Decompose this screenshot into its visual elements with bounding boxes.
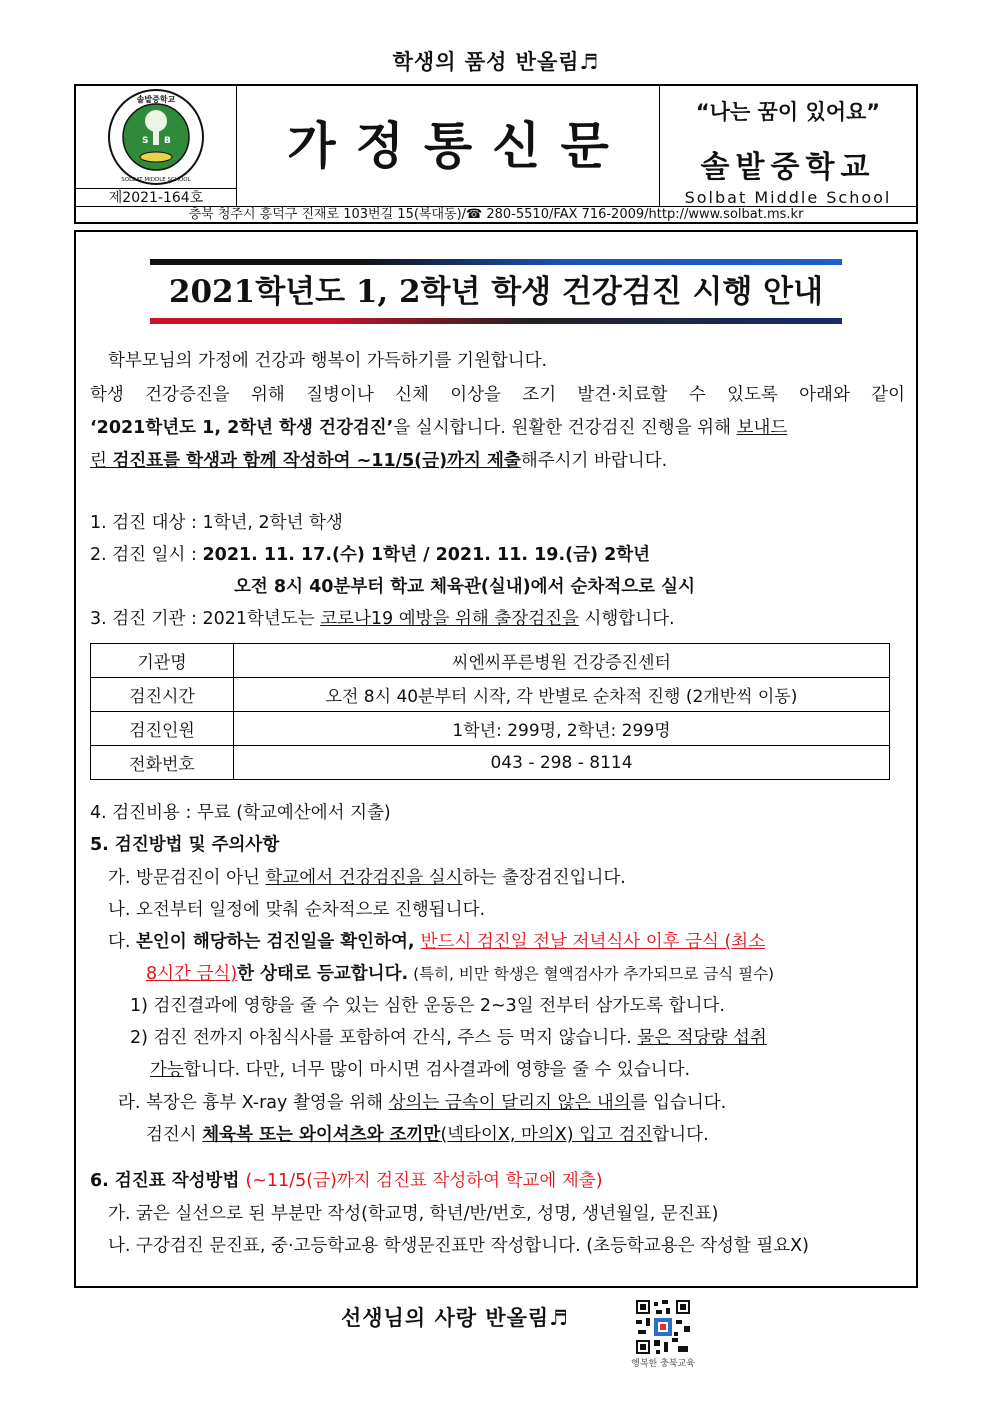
da-bold: 본인이 해당하는 검진일을 확인하여,: [136, 932, 421, 952]
table-value: 1학년: 299명, 2학년: 299명: [234, 712, 890, 746]
table-value: 오전 8시 40분부터 시작, 각 반별로 순차적 진행 (2개반씩 이동): [234, 678, 890, 712]
sub2-underline-end: 가능: [150, 1060, 184, 1080]
intro-line-4: [90, 446, 905, 476]
logo-top-text: 솔밭중학교: [136, 95, 176, 104]
section5-sub2: [130, 1023, 906, 1053]
ra2-text: 검진시: [146, 1125, 203, 1145]
intro-text: 을 실시합니다. 원활한 건강검진 진행을 위해: [393, 418, 737, 438]
school-logo: [106, 87, 206, 187]
intro-line-3: [90, 413, 905, 443]
school-slogan: “나는 꿈이 있어요”: [695, 100, 881, 124]
title-cell: [237, 86, 660, 206]
intro-underline-start: 린: [90, 451, 113, 471]
ra2-bold: 체육복 또는 와이셔츠와 조끼만: [202, 1125, 441, 1145]
table-row: [91, 746, 890, 780]
logo-cell: [76, 86, 237, 188]
qr-code-icon: [634, 1298, 692, 1356]
date-value: 2021. 11. 17.(수) 1학년 / 2021. 11. 19.(금) 2학년: [202, 545, 651, 565]
da-bold-end: 한 상태로 등교합니다.: [237, 964, 409, 984]
section6-na: 나. 구강검진 문진표, 중·고등학교용 학생문진표만 작성합니다. (초등학교용은 작성할 필요X): [108, 1236, 809, 1256]
ga-end: 하는 출장검진입니다.: [462, 868, 626, 888]
section5-na: 나. 오전부터 일정에 맞춰 순차적으로 진행됩니다.: [108, 900, 486, 920]
notice-title: 2021학년도 1, 2학년 학생 건강검진 시행 안내: [168, 274, 824, 310]
ga-text: 가. 방문검진이 아닌: [108, 868, 266, 888]
intro-underline: 보내드: [736, 418, 788, 438]
submit-deadline: 검진표를 학생과 함께 작성하여 ~11/5(금)까지 제출: [112, 451, 521, 471]
org-end: 시행합니다.: [578, 609, 675, 629]
ra2-end: 합니다.: [652, 1125, 709, 1145]
section6-heading: [90, 1166, 603, 1196]
table-key: 기관명: [91, 644, 234, 678]
table-key: 전화번호: [91, 746, 234, 780]
section6-title: 6. 검진표 작성방법: [90, 1171, 246, 1191]
sub2-underline: 물은 적당량 섭취: [637, 1028, 767, 1048]
da-note: (특히, 비만 학생은 혈액검사가 추가되므로 금식 필수): [408, 965, 775, 983]
table-row: [91, 644, 890, 678]
item-target: 1. 검진 대상 : 1학년, 2학년 학생: [90, 513, 343, 533]
section5-heading: 5. 검진방법 및 주의사항: [90, 835, 280, 855]
school-name-cell: [660, 86, 916, 206]
section6-ga: 가. 굵은 실선으로 된 부분만 작성(학교명, 학년/반/번호, 성명, 생년월일, 문진표): [108, 1204, 719, 1224]
ra-text: 라. 복장은 흉부 X-ray 촬영을 위해: [118, 1093, 389, 1113]
title-bar-top: [150, 259, 842, 265]
top-motto: 학생의 품성 반올림♬: [392, 49, 600, 74]
document-number: 제2021-164호: [76, 188, 237, 207]
section5-ga: [108, 863, 626, 893]
section5-ra-cont: [146, 1120, 709, 1150]
section6-deadline: (~11/5(금)까지 검진표 작성하여 학교에 제출): [245, 1171, 603, 1191]
intro-line-2: 학생 건강증진을 위해 질병이나 신체 이상을 조기 발견·치료할 수 있도록 아래와 같이: [90, 385, 905, 405]
item-date-detail: 오전 8시 40분부터 학교 체육관(실내)에서 순차적으로 실시: [234, 577, 695, 597]
ra2-underline: (넥타이X, 마의X) 입고 검진: [440, 1125, 653, 1145]
section5-sub1: 1) 검진결과에 영향을 줄 수 있는 심한 운동은 2~3일 전부터 삼가도록 합니다.: [130, 996, 725, 1016]
title-bar-bottom: [150, 318, 842, 324]
section5-da-cont: [146, 959, 906, 989]
logo-bottom-text: SOLBAT MIDDLE SCHOOL: [121, 177, 191, 183]
table-row: [91, 712, 890, 746]
section5-da: [108, 927, 908, 957]
bottom-motto: 선생님의 사랑 반올림♬: [340, 1305, 570, 1330]
sub2-text: 2) 검진 전까지 아침식사를 포함하여 간식, 주스 등 먹지 않습니다.: [130, 1028, 638, 1048]
svg-text:B: B: [164, 136, 171, 146]
table-key: 검진인원: [91, 712, 234, 746]
section5-ra: [118, 1088, 726, 1118]
item-date: [90, 540, 650, 570]
da-label: 다.: [108, 932, 137, 952]
item-org: [90, 604, 675, 634]
ra-end: 를 입습니다.: [630, 1093, 727, 1113]
exam-info-table: [90, 643, 890, 780]
date-label: 2. 검진 일시 :: [90, 545, 203, 565]
school-address: 충북 청주시 흥덕구 진재로 103번길 15(복대동)/☎ 280-5510/FAX 716-2009/http://www.solbat.ms.kr: [76, 206, 916, 223]
intro-end: 해주시기 바랍니다.: [520, 451, 668, 471]
school-name-korean: 솔밭중학교: [700, 150, 876, 185]
letterhead: [74, 84, 918, 224]
da-fasting-warning: 반드시 검진일 전날 저녁식사 이후 금식 (최소: [420, 932, 766, 952]
table-value: 043 - 298 - 8114: [234, 746, 890, 780]
item-cost: 4. 검진비용 : 무료 (학교예산에서 지출): [90, 803, 391, 823]
section5-sub2-cont: [150, 1055, 690, 1085]
table-key: 검진시간: [91, 678, 234, 712]
ra-underline: 상의는 금속이 달리지 않은 내의: [388, 1093, 631, 1113]
school-name-english: Solbat Middle School: [684, 188, 892, 207]
svg-text:S: S: [142, 136, 149, 146]
table-row: [91, 678, 890, 712]
sub2-end: 합니다. 다만, 너무 많이 마시면 검사결과에 영향을 줄 수 있습니다.: [183, 1060, 691, 1080]
intro-highlight: ‘2021학년도 1, 2학년 학생 건강검진’: [90, 418, 394, 438]
fasting-hours: 8시간 금식): [146, 964, 238, 984]
page-title: 가정통신문: [287, 116, 629, 175]
org-underline: 코로나19 예방을 위해 출장검진을: [320, 609, 579, 629]
qr-caption: 행복한 충북교육: [631, 1359, 695, 1369]
intro-line-1: 학부모님의 가정에 건강과 행복이 가득하기를 기원합니다.: [108, 351, 548, 371]
ga-underline: 학교에서 건강검진을 실시: [265, 868, 463, 888]
table-value: 씨엔씨푸른병원 건강증진센터: [234, 644, 890, 678]
org-label: 3. 검진 기관 : 2021학년도는: [90, 609, 321, 629]
